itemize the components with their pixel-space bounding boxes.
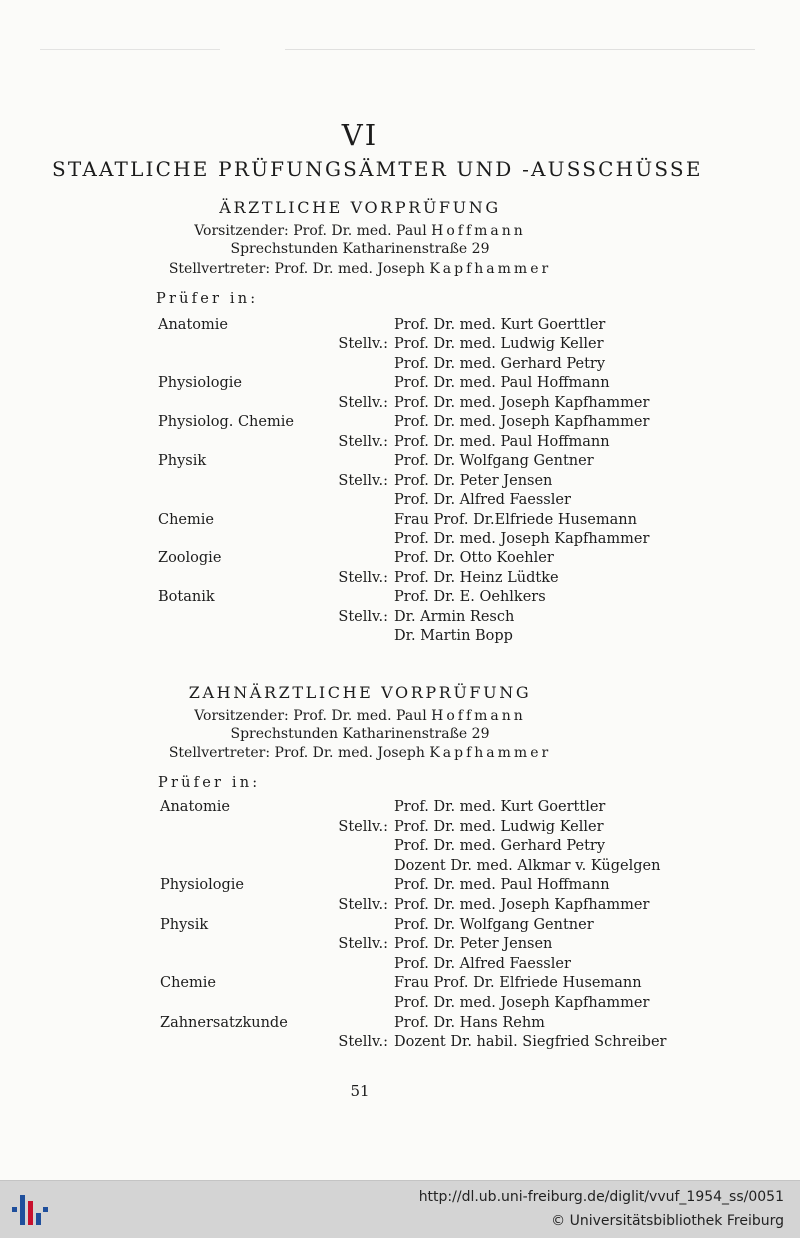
table-row <box>0 414 800 433</box>
examiner-name: Prof. Dr. Wolfgang Gentner <box>394 916 594 933</box>
subject-label: Physiolog. Chemie <box>158 414 294 431</box>
subject-label: Anatomie <box>158 317 228 333</box>
ub-freiburg-logo-icon <box>10 1191 50 1229</box>
deputy-marker: Stellv.: <box>338 569 388 586</box>
examiner-name: Prof. Dr. Peter Jensen <box>394 472 553 489</box>
table-row <box>0 453 800 472</box>
examiner-name: Prof. Dr. Alfred Faessler <box>394 955 571 972</box>
chair-label: Vorsitzender: <box>194 223 289 239</box>
table-row <box>0 570 800 589</box>
page-title: STAATLICHE PRÜFUNGSÄMTER UND -AUSSCHÜSSE <box>52 157 703 181</box>
table-row <box>0 1034 800 1053</box>
examiner-name: Prof. Dr. med. Kurt Goerttler <box>394 799 606 815</box>
table-row <box>0 858 800 877</box>
table-row <box>0 492 800 511</box>
deputy-marker: Stellv.: <box>338 936 388 953</box>
deputy-surname: Kapfhammer <box>429 745 552 761</box>
chair-label: Vorsitzender: <box>194 708 289 724</box>
table-row <box>0 473 800 492</box>
viewer-footer <box>0 1180 800 1238</box>
deputy-line <box>0 745 720 761</box>
deputy-line <box>0 261 720 277</box>
examiner-name: Prof. Dr. Heinz Lüdtke <box>394 569 559 586</box>
table-row <box>0 897 800 916</box>
table-row <box>0 936 800 955</box>
table-row <box>0 819 800 838</box>
examiner-name: Prof. Dr. E. Oehlkers <box>394 589 546 606</box>
table-row <box>0 531 800 550</box>
section-title: ÄRZTLICHE VORPRÜFUNG <box>219 198 501 217</box>
examiner-name: Dozent Dr. habil. Siegfried Schreiber <box>394 1034 667 1051</box>
chair-line <box>0 708 720 724</box>
table-row <box>0 395 800 414</box>
examiner-name: Prof. Dr. Peter Jensen <box>394 936 553 953</box>
subject-label: Physik <box>160 916 209 933</box>
subject-label: Zahnersatzkunde <box>160 1014 288 1031</box>
table-row <box>0 877 800 896</box>
deputy-marker: Stellv.: <box>338 472 388 489</box>
subject-label: Chemie <box>158 511 214 528</box>
examiner-name: Prof. Dr. Alfred Faessler <box>394 492 571 509</box>
deputy-marker: Stellv.: <box>338 897 388 913</box>
table-row <box>0 975 800 994</box>
deputy-surname: Kapfhammer <box>429 261 552 277</box>
section-title: ZAHNÄRZTLICHE VORPRÜFUNG <box>188 683 532 702</box>
chair-surname: Hoffmann <box>431 223 526 239</box>
office-hours: Sprechstunden Katharinenstraße 29 <box>230 726 490 742</box>
table-row <box>0 838 800 857</box>
office-hours: Sprechstunden Katharinenstraße 29 <box>230 241 490 257</box>
deputy-label: Stellvertreter: <box>168 745 271 761</box>
deputy-marker: Stellv.: <box>338 608 388 625</box>
examiner-name: Prof. Dr. med. Paul Hoffmann <box>394 877 610 894</box>
subject-label: Physiologie <box>158 375 242 392</box>
examiner-name: Frau Prof. Dr. Elfriede Husemann <box>394 975 642 992</box>
table-row <box>0 1015 800 1034</box>
deputy-prefix: Prof. Dr. med. Joseph <box>274 261 425 277</box>
examiner-name: Prof. Dr. Hans Rehm <box>394 1014 545 1031</box>
examiner-name: Prof. Dr. med. Ludwig Keller <box>394 336 604 353</box>
examiner-name: Prof. Dr. med. Joseph Kapfhammer <box>394 414 650 431</box>
subject-label: Anatomie <box>160 799 230 815</box>
table-row <box>0 356 800 375</box>
chair-line <box>0 223 720 239</box>
examiner-name: Prof. Dr. med. Paul Hoffmann <box>394 375 610 392</box>
chair-prefix: Prof. Dr. med. Paul <box>293 223 427 239</box>
deputy-marker: Stellv.: <box>338 394 388 411</box>
table-row <box>0 799 800 818</box>
table-row <box>0 917 800 936</box>
table-row <box>0 317 800 336</box>
examiner-name: Frau Prof. Dr.Elfriede Husemann <box>394 511 637 528</box>
table-row <box>0 956 800 975</box>
examiner-name: Prof. Dr. med. Joseph Kapfhammer <box>394 394 650 411</box>
examiners-heading: Prüfer in: <box>158 775 261 791</box>
page-number: 51 <box>350 1082 370 1100</box>
subject-label: Zoologie <box>158 550 222 567</box>
examiners-heading: Prüfer in: <box>156 291 259 307</box>
chair-surname: Hoffmann <box>431 708 526 724</box>
scan-artifact <box>285 49 755 50</box>
examiner-name: Prof. Dr. med. Joseph Kapfhammer <box>394 897 650 913</box>
subject-label: Physiologie <box>160 877 244 894</box>
table-row <box>0 434 800 453</box>
table-row <box>0 550 800 569</box>
examiner-name: Prof. Dr. med. Gerhard Petry <box>394 838 606 855</box>
chapter-number: VI <box>341 118 379 152</box>
examiner-name: Prof. Dr. med. Paul Hoffmann <box>394 433 610 450</box>
table-row <box>0 995 800 1014</box>
deputy-marker: Stellv.: <box>338 1034 388 1051</box>
permalink-url[interactable]: http://dl.ub.uni-freiburg.de/diglit/vvuf_1954_ss/0051 <box>418 1189 784 1205</box>
deputy-marker: Stellv.: <box>338 433 388 450</box>
table-row <box>0 512 800 531</box>
examiner-name: Dozent Dr. med. Alkmar v. Kügelgen <box>394 857 661 874</box>
examiner-name: Dr. Martin Bopp <box>394 628 513 645</box>
deputy-marker: Stellv.: <box>338 336 388 353</box>
deputy-label: Stellvertreter: <box>168 261 271 277</box>
table-row <box>0 336 800 355</box>
examiner-name: Prof. Dr. med. Ludwig Keller <box>394 818 604 835</box>
examiner-name: Dr. Armin Resch <box>394 608 515 625</box>
examiner-name: Prof. Dr. Otto Koehler <box>394 550 554 567</box>
table-row <box>0 589 800 608</box>
subject-label: Chemie <box>160 975 216 992</box>
examiner-name: Prof. Dr. Wolfgang Gentner <box>394 453 594 470</box>
copyright-notice: © Universitätsbibliothek Freiburg <box>551 1213 784 1229</box>
subject-label: Botanik <box>158 589 215 606</box>
examiner-name: Prof. Dr. med. Gerhard Petry <box>394 355 606 372</box>
examiner-name: Prof. Dr. med. Joseph Kapfhammer <box>394 995 650 1011</box>
deputy-prefix: Prof. Dr. med. Joseph <box>274 745 425 761</box>
table-row <box>0 609 800 628</box>
subject-label: Physik <box>158 453 207 470</box>
examiner-name: Prof. Dr. med. Kurt Goerttler <box>394 317 606 333</box>
examiner-name: Prof. Dr. med. Joseph Kapfhammer <box>394 530 650 547</box>
table-row <box>0 375 800 394</box>
chair-prefix: Prof. Dr. med. Paul <box>293 708 427 724</box>
table-row <box>0 628 800 647</box>
deputy-marker: Stellv.: <box>338 818 388 835</box>
scan-artifact <box>40 49 220 50</box>
